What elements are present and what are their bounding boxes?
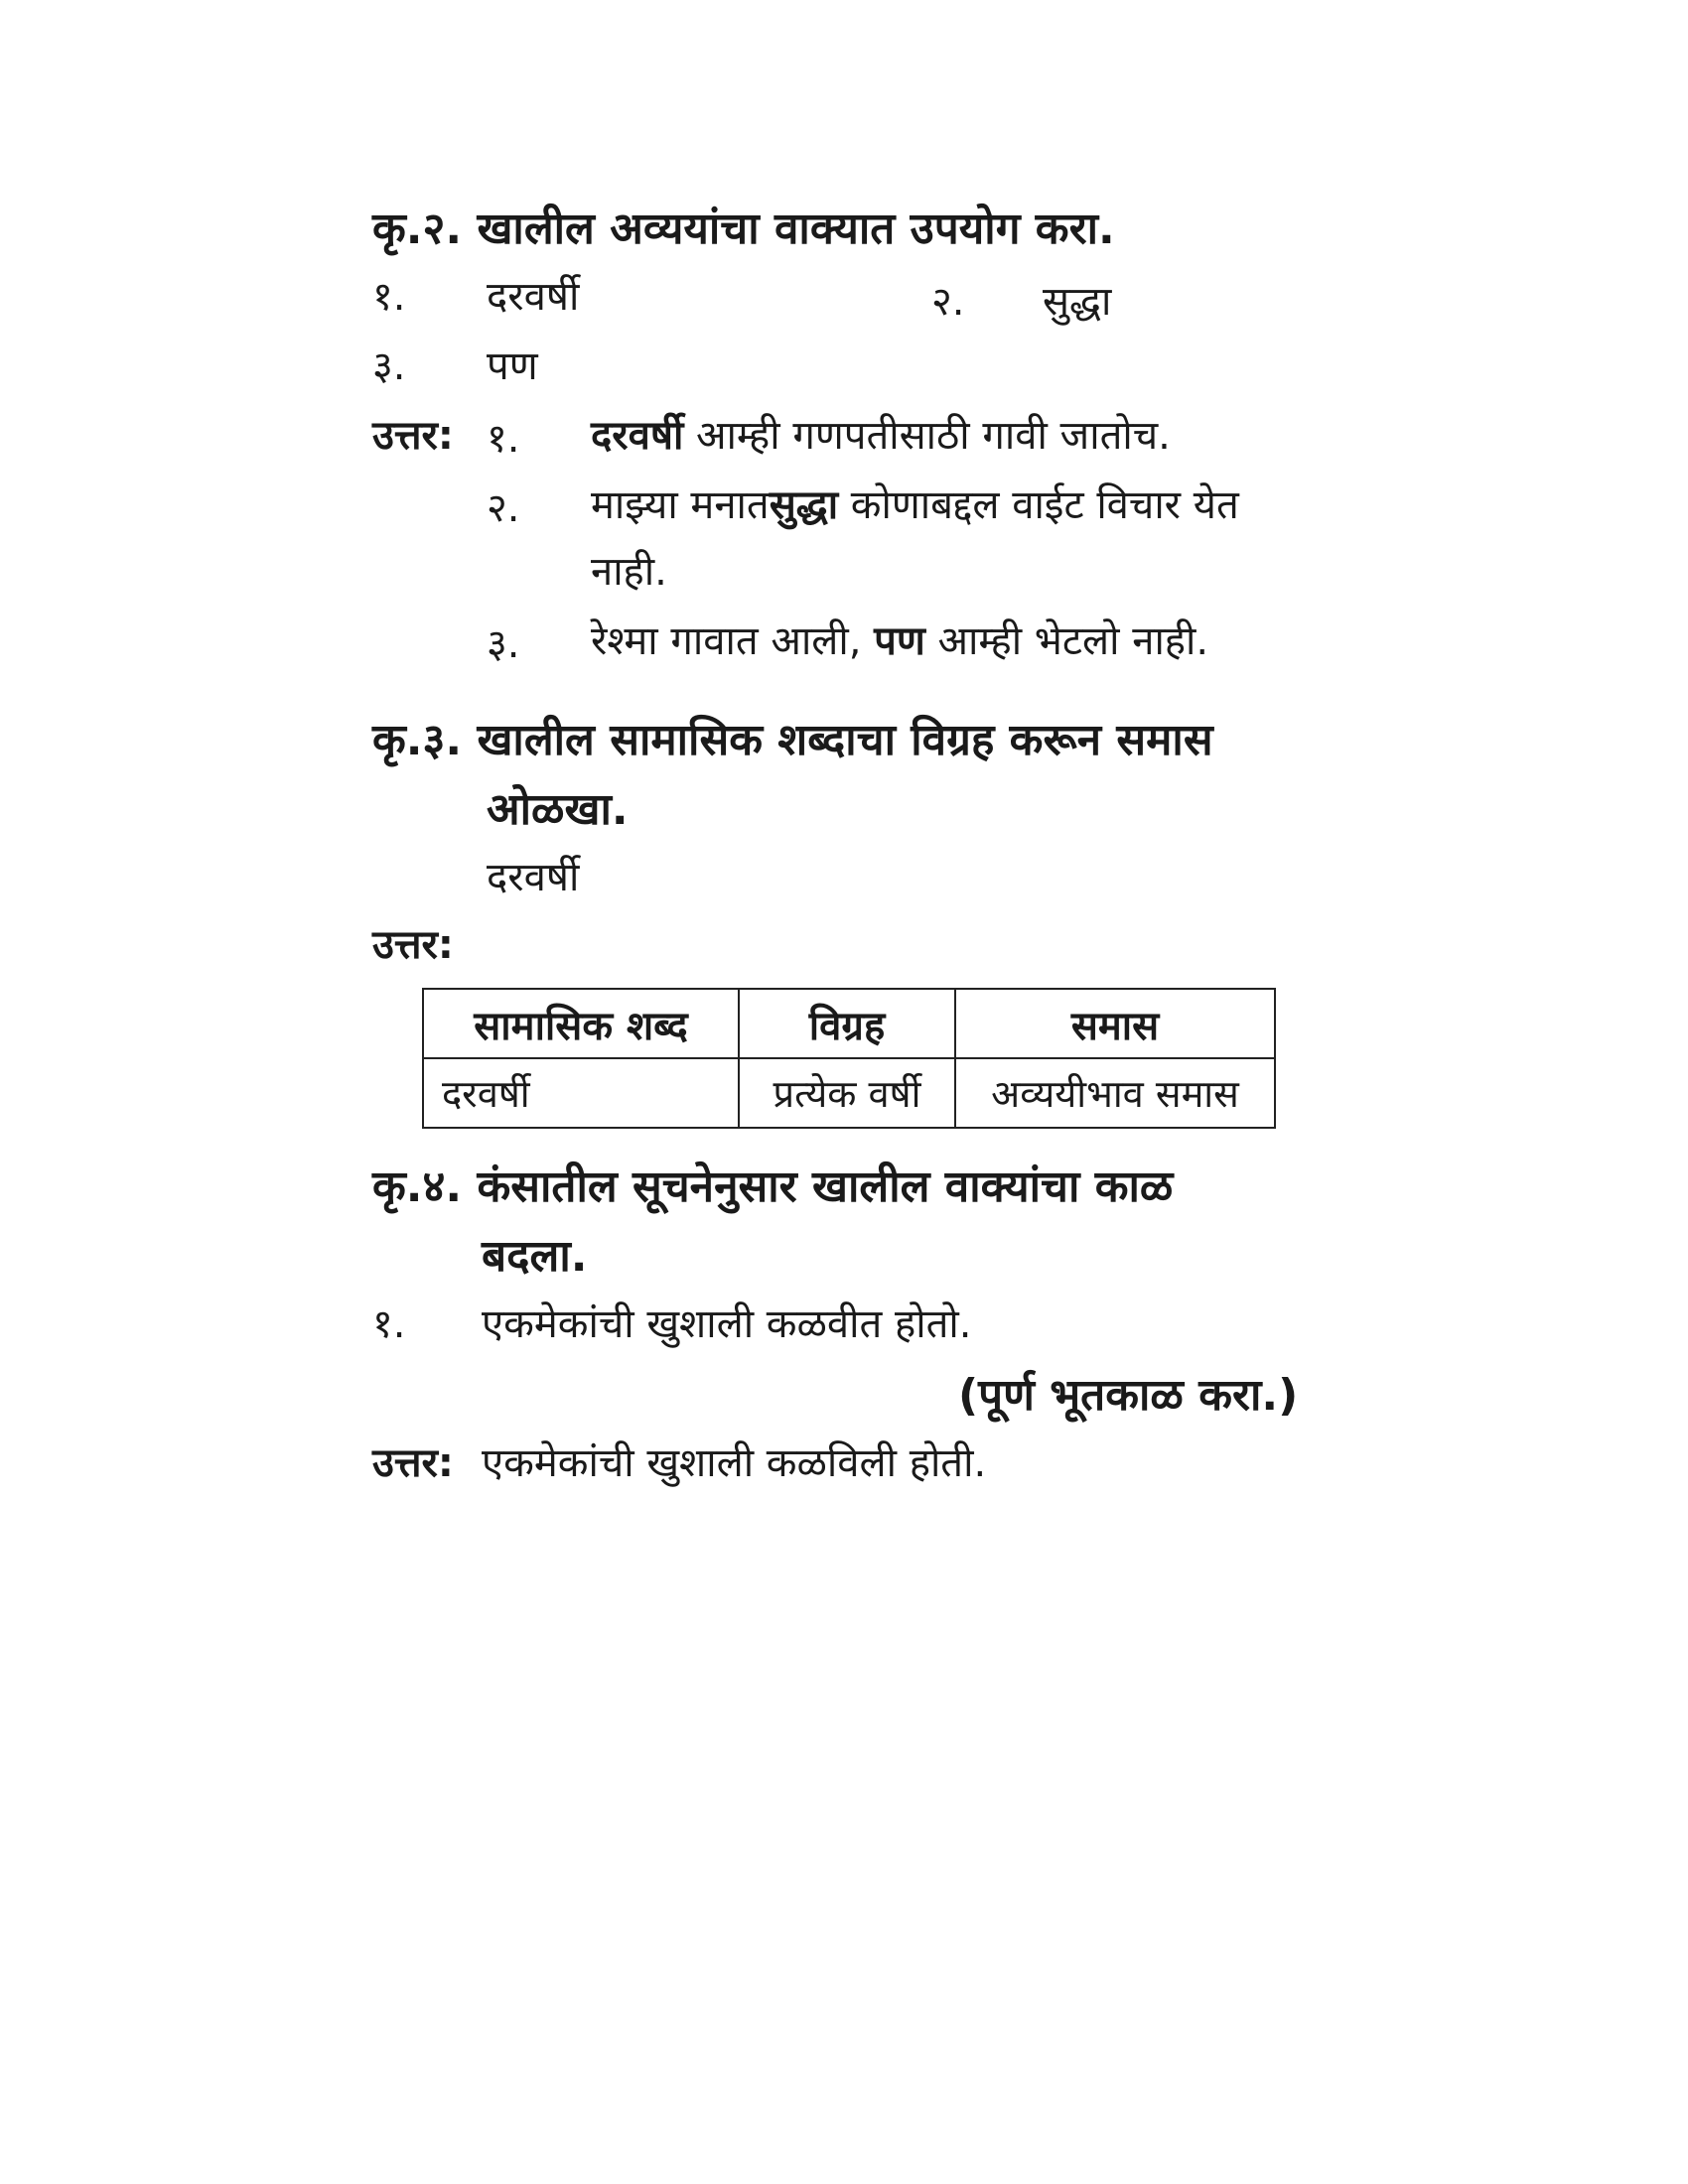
q2-answer-2-line2: नाही. [591,549,667,595]
q2-answer-num-3: ३. [487,621,520,667]
q4-title-line1: कंसातील सूचनेनुसार खालील वाक्यांचा काळ [477,1161,1174,1212]
q4-title-line2: बदला. [482,1231,588,1282]
q2-answer-1-bold: दरवर्षी [591,413,684,459]
q4-answer-text: एकमेकांची खुशाली कळविली होती. [482,1440,987,1486]
q4-heading [372,1161,1173,1214]
q2-answer-num-2: २. [487,485,520,531]
q2-number: कृ.२. [372,204,463,254]
q2-answer-3-pre: रेश्मा गावात आली, [591,618,875,664]
q4-number: कृ.४. [372,1161,463,1212]
q4-item-num: १. [372,1301,406,1347]
q2-item-num-3: ३. [372,343,406,389]
table-cell-vigraha: प्रत्येक वर्षी [739,1058,955,1128]
q2-item-text-1: दरवर्षी [487,274,580,320]
q2-answer-3-rest: आम्ही भेटलो नाही. [924,618,1209,664]
q2-heading [372,204,1115,256]
q3-heading [372,715,1213,767]
q2-answer-2 [591,481,1239,529]
q3-word: दरवर्षी [487,855,580,900]
q2-item-num-2: २. [931,279,965,325]
table-header-row [423,989,1275,1058]
q4-item-text: एकमेकांची खुशाली कळवीत होतो. [482,1301,972,1347]
table-header-samasik-shabda: सामासिक शब्द [423,989,739,1058]
q3-title-line2: ओळखा. [487,784,629,835]
q2-answer-3 [591,617,1208,665]
q3-answer-label: उत्तर: [372,922,454,968]
q2-item-text-3: पण [487,343,538,389]
table-row [423,1058,1275,1128]
q4-answer-label: उत्तर: [372,1440,454,1486]
q2-answer-1 [591,412,1171,460]
q2-answer-2-bold: सुद्धा [769,482,839,528]
q3-title-line1: खालील सामासिक शब्दाचा विग्रह करून समास [477,715,1213,765]
table-header-vigraha: विग्रह [739,989,955,1058]
q2-answer-2-pre: माझ्या मनात [591,482,770,528]
table-header-samas: समास [955,989,1275,1058]
q2-answer-3-bold: पण [874,618,925,664]
table-cell-samas: अव्ययीभाव समास [955,1058,1275,1128]
q2-answer-1-rest: आम्ही गणपतीसाठी गावी जातोच. [683,413,1171,459]
table-cell-word: दरवर्षी [423,1058,739,1128]
samas-table [422,988,1276,1129]
q2-answer-2-rest: कोणाबद्दल वाईट विचार येत [838,482,1239,528]
q2-answer-label: उत्तर: [372,413,454,459]
q3-number: कृ.३. [372,715,463,765]
q2-item-num-1: १. [372,274,406,320]
q2-item-text-2: सुद्धा [1043,279,1112,325]
q2-answer-num-1: १. [487,416,520,462]
q4-instruction: (पूर्ण भूतकाळ करा.) [958,1370,1299,1421]
q2-title: खालील अव्ययांचा वाक्यात उपयोग करा. [477,204,1115,254]
